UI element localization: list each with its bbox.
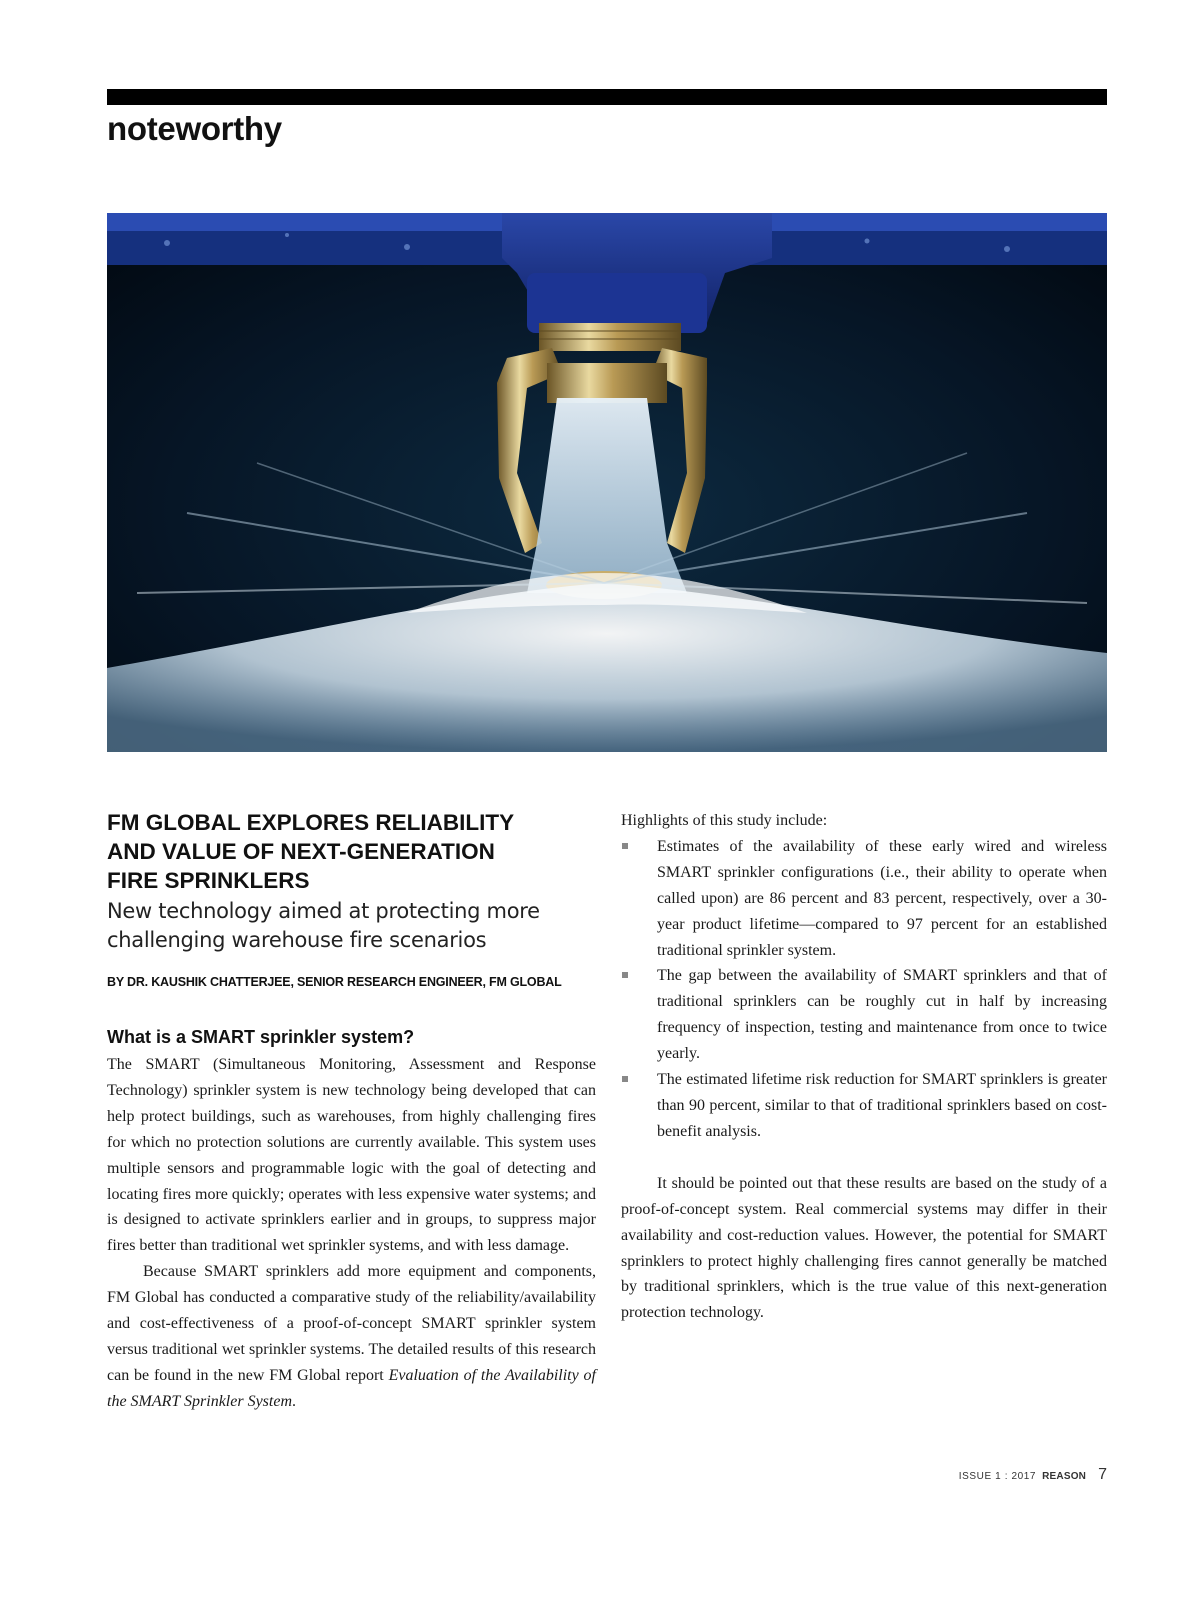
page-number: 7 bbox=[1098, 1466, 1107, 1483]
section-heading: What is a SMART sprinkler system? bbox=[107, 1027, 415, 1047]
issue-label: ISSUE 1 : 2017 bbox=[958, 1471, 1037, 1482]
list-item-text: The estimated lifetime risk reduction for SMART sprinklers is greater than 90 percent, similar to that of traditional sprinklers based on cost-benefit analysis. bbox=[657, 1071, 1107, 1140]
page-footer bbox=[959, 1466, 1107, 1484]
article-subhead bbox=[107, 897, 596, 955]
headline-line-2: AND VALUE OF NEXT-GENERATION bbox=[107, 839, 495, 864]
spacer bbox=[621, 1145, 1107, 1171]
subhead-line-1: New technology aimed at protecting more bbox=[107, 899, 540, 923]
bullet-square-icon bbox=[622, 1076, 628, 1082]
publication-name: REASON bbox=[1042, 1471, 1087, 1482]
section-title: noteworthy bbox=[107, 110, 282, 147]
paragraph-2-end: . bbox=[292, 1392, 297, 1410]
top-rule bbox=[107, 89, 1107, 105]
article-photo bbox=[107, 213, 1107, 752]
byline: BY DR. KAUSHIK CHATTERJEE, SENIOR RESEARCH ENGINEER, FM GLOBAL bbox=[107, 975, 562, 989]
list-item bbox=[621, 1067, 1107, 1145]
report-title: Evaluation of the Availability of the SMART Sprinkler System bbox=[107, 1366, 597, 1410]
highlights-intro: Highlights of this study include: bbox=[621, 812, 828, 829]
paragraph-1: The SMART (Simultaneous Monitoring, Assessment and Response Technology) sprinkler system is new technology being developed that can help protect buildings, such as warehouses, from highly challenging fires for which no protection solutions are currently available. This system uses multiple sensors and programmable logic with the goal of detecting and locating fires more quickly; operates with less expensive water systems; and is designed to activate sprinklers earlier and in groups, to suppress major fires better than traditional wet sprinkler systems, and with less damage. bbox=[107, 1056, 596, 1255]
left-column bbox=[107, 808, 596, 1415]
article-headline bbox=[107, 808, 596, 895]
highlights-list bbox=[621, 834, 1107, 1145]
list-item-text: The gap between the availability of SMART sprinklers and that of traditional sprinklers can be roughly cut in half by increasing frequency of inspection, testing and maintenance from once to twice yearly. bbox=[657, 967, 1107, 1063]
bullet-square-icon bbox=[622, 843, 628, 849]
headline-line-3: FIRE SPRINKLERS bbox=[107, 868, 310, 893]
bullet-square-icon bbox=[622, 972, 628, 978]
paragraph-2 bbox=[107, 1259, 596, 1414]
list-item bbox=[621, 963, 1107, 1067]
headline-line-1: FM GLOBAL EXPLORES RELIABILITY bbox=[107, 810, 515, 835]
list-item bbox=[621, 834, 1107, 964]
right-column bbox=[621, 808, 1107, 1326]
list-item-text: Estimates of the availability of these early wired and wireless SMART sprinkler configurations (i.e., their ability to operate when called upon) are 86 percent and 83 percent, respectively, over a 30-year product lifetime—compared to 97 percent for an established traditional sprinkler system. bbox=[657, 837, 1107, 959]
closing-paragraph: It should be pointed out that these results are based on the study of a proof-of-concept system. Real commercial systems may differ in their availability and cost-reduction values. However, the potential for SMART sprinklers to protect highly challenging fires cannot generally be matched by traditional sprinklers, which is the true value of this next-generation protection technology. bbox=[621, 1174, 1107, 1322]
subhead-line-2: challenging warehouse fire scenarios bbox=[107, 928, 487, 952]
paragraph-2-text: Because SMART sprinklers add more equipment and components, FM Global has conducted a comparative study of the reliability/availability and cost-effectiveness of a proof-of-concept SMART sprinkler system versus traditional wet sprinkler systems. The detailed results of this research can be found in the new FM Global report bbox=[107, 1263, 596, 1384]
sprinkler-photo-illustration bbox=[107, 213, 1107, 752]
